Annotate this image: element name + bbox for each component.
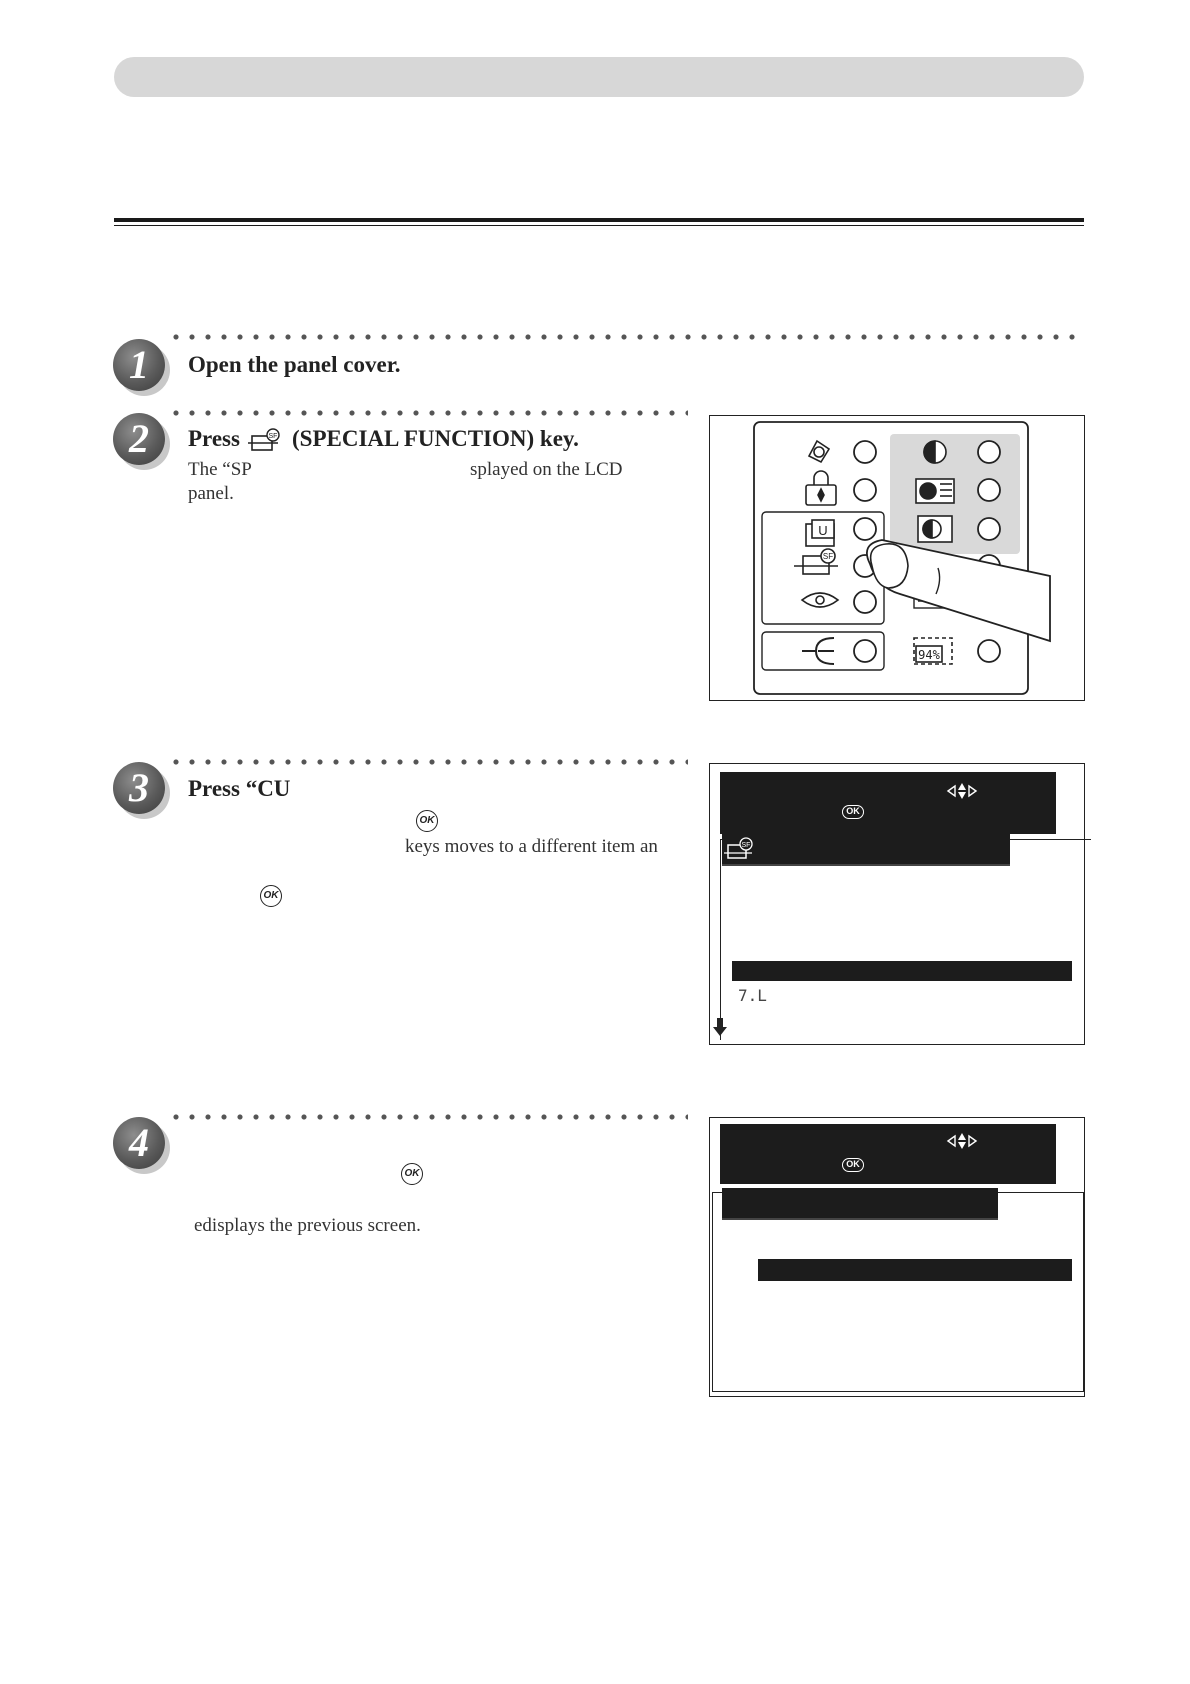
lcd1-body (720, 839, 1091, 1040)
svg-text:SF: SF (268, 433, 278, 440)
photo-mode-icon (916, 479, 954, 503)
step2-body-line2: panel. (188, 483, 234, 504)
lcd2-header (720, 1124, 1056, 1184)
ok-key-icon: OK (260, 885, 282, 907)
lcd2-title-bar (722, 1188, 998, 1220)
control-panel-figure (709, 415, 1085, 701)
step2-heading-rest: (SPECIAL FUNCTION) key. (292, 426, 579, 451)
step3-number: 3 (113, 762, 165, 814)
title-rule (114, 218, 1084, 222)
ok-icon: OK (842, 1158, 864, 1172)
lcd1-item-7: 7.L (738, 986, 767, 1005)
lcd1-selected-row (732, 961, 1072, 981)
step4-number: 4 (113, 1117, 165, 1169)
step2-heading-press: Press (188, 426, 240, 451)
svg-text:U: U (818, 523, 828, 538)
special-function-key-icon (248, 428, 284, 454)
zoom-label: 94% (918, 648, 940, 662)
special-function-icon (724, 837, 756, 861)
lcd-screen-1 (709, 763, 1085, 1045)
step1-number: 1 (113, 339, 165, 391)
ok-key-icon: OK (401, 1163, 423, 1185)
arrow-keys-icon (946, 782, 978, 800)
svg-text:SF: SF (741, 842, 751, 849)
step2-body-right: splayed on the LCD (470, 459, 623, 480)
step1-heading: Open the panel cover. (188, 352, 401, 377)
contrast-icon (924, 441, 946, 463)
header-bar (114, 57, 1084, 97)
lcd-screen-2 (709, 1117, 1085, 1397)
lcd1-title-bar (722, 834, 1010, 866)
lcd1-header (720, 772, 1056, 834)
control-panel-drawing (710, 416, 1083, 699)
step3-body-line2: keys moves to a different item an (405, 836, 658, 857)
title-rule-thin (114, 225, 1084, 226)
lcd2-body (712, 1192, 1084, 1392)
step2-number: 2 (113, 413, 165, 465)
arrow-keys-icon (946, 1132, 978, 1150)
ok-key-icon: OK (416, 810, 438, 832)
step4-body-line2: edisplays the previous screen. (194, 1215, 421, 1236)
lcd2-selected-row (758, 1259, 1072, 1281)
step3-dotted-rule (168, 759, 688, 765)
density-icon (918, 516, 952, 542)
step2-dotted-rule (168, 410, 688, 416)
step3-heading: Press “CU (188, 776, 291, 801)
svg-text:SF: SF (822, 552, 834, 561)
scroll-down-arrow-icon (712, 1017, 728, 1037)
ok-icon: OK (842, 805, 864, 819)
step1-dotted-rule (168, 334, 1084, 340)
step2-body-left: The “SP (188, 459, 252, 480)
step4-dotted-rule (168, 1114, 688, 1120)
